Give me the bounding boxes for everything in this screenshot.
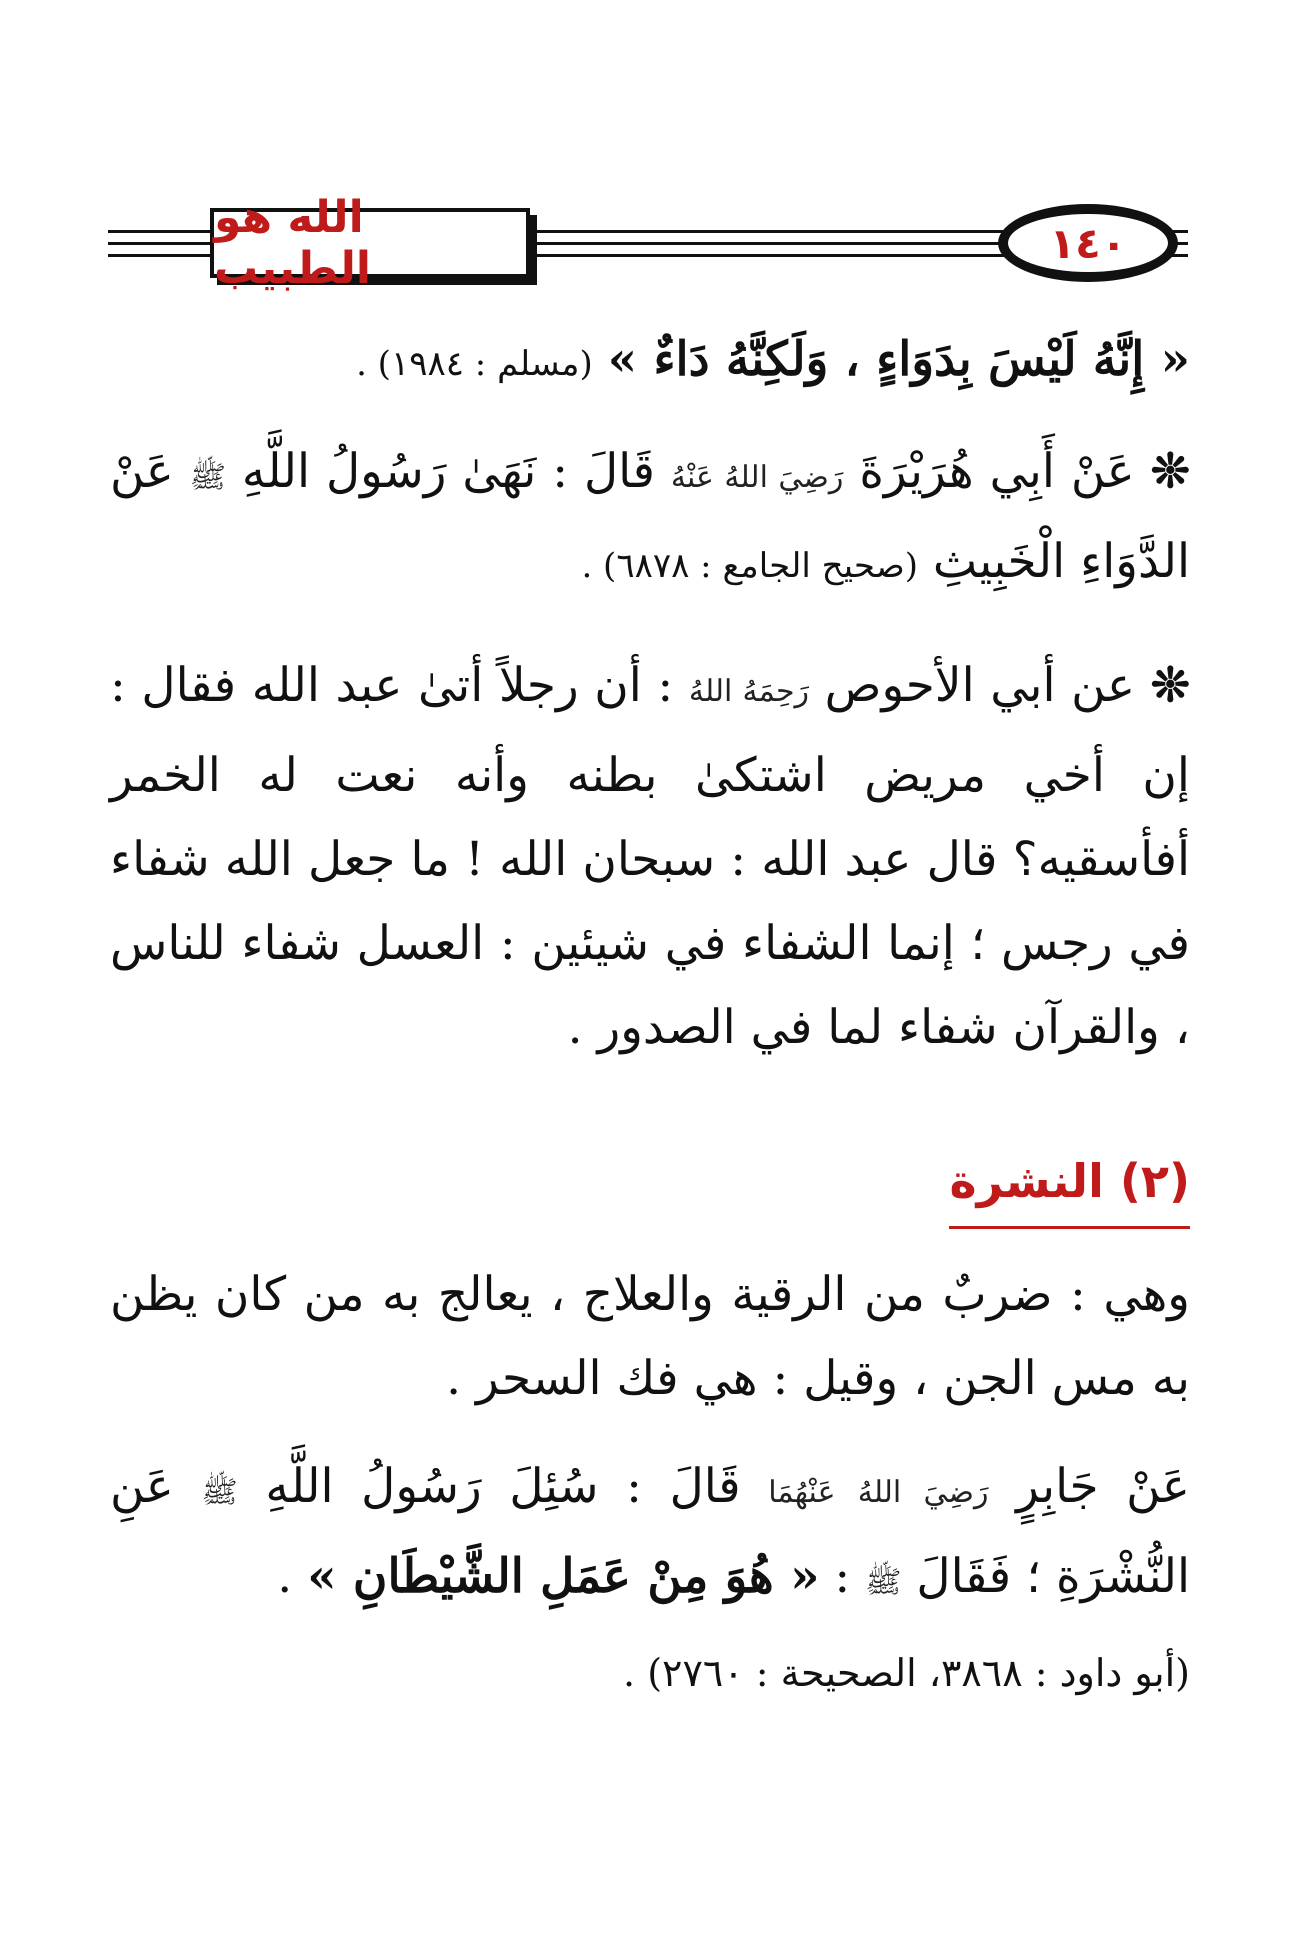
honorific: رَضِيَ اللهُ عَنْهُمَا — [768, 1475, 989, 1510]
honorific: ﷺ — [189, 460, 226, 495]
section-heading — [110, 1140, 1190, 1229]
citation: (أبو داود : ٣٨٦٨، الصحيحة : ٢٧٦٠) . — [623, 1651, 1190, 1695]
paragraph-definition — [110, 1253, 1190, 1421]
page-number: ١٤٠ — [1049, 218, 1127, 268]
honorific: ﷺ — [865, 1565, 902, 1600]
narration-text: . — [277, 1549, 293, 1604]
reference-line — [110, 1643, 1190, 1703]
paragraph-star-icon: ❊ — [1150, 658, 1190, 713]
citation: (صحيح الجامع : ٦٨٧٨) . — [581, 546, 918, 586]
paragraph-hadith-1 — [110, 318, 1190, 406]
narration-text: قَالَ : نَهَىٰ رَسُولُ اللَّهِ — [241, 444, 655, 499]
page-header — [108, 188, 1188, 298]
chapter-title-box — [210, 192, 530, 294]
narration-text: عن أبي الأحوص — [824, 658, 1135, 713]
paragraph-star-icon: ❊ — [1150, 444, 1190, 499]
definition-text: وهي : ضربٌ من الرقية والعلاج ، يعالج به من كان يظن به مس الجن ، وقيل : هي فك السحر . — [110, 1267, 1190, 1406]
citation: (مسلم : ١٩٨٤) . — [356, 344, 593, 384]
narration-text: عَنِ النُّشْرَةِ ؛ فَقَالَ — [110, 1459, 1190, 1604]
narration-text: عَنْ أَبِي هُرَيْرَةَ — [859, 444, 1135, 499]
page-body — [110, 318, 1190, 1703]
honorific: رَحِمَهُ اللهُ — [688, 674, 810, 709]
page-number-badge — [998, 204, 1178, 282]
narration-text: : أن رجلاً أتىٰ عبد الله فقال : إن أخي مريض اشتكىٰ بطنه وأنه نعت له الخمر أفأسقيه؟ قال عبد الله : سبحان الله ! ما جعل الله شفاء في رجس ؛ إنما الشفاء في شيئين : العسل شفاء للناس ، والقرآن شفاء لما في الصدور . — [110, 658, 1190, 1055]
hadith-quote: « هُوَ مِنْ عَمَلِ الشَّيْطَانِ » — [307, 1549, 820, 1604]
paragraph-narration-3 — [110, 644, 1190, 1070]
hadith-quote: « إِنَّهُ لَيْسَ بِدَوَاءٍ ، وَلَكِنَّهُ دَاءٌ » — [607, 332, 1190, 387]
honorific: رَضِيَ اللهُ عَنْهُ — [670, 460, 844, 495]
paragraph-hadith-5 — [110, 1445, 1190, 1625]
chapter-title: الله هو الطبيب — [214, 192, 371, 294]
narration-text: عَنْ جَابِرٍ — [1016, 1459, 1190, 1514]
paragraph-hadith-2 — [110, 430, 1190, 608]
honorific: ﷺ — [201, 1475, 238, 1510]
narration-text: : — [834, 1549, 851, 1604]
section-title: (٢) النشرة — [949, 1146, 1190, 1229]
narration-text: عَنْ الدَّوَاءِ الْخَبِيثِ — [110, 444, 1190, 589]
narration-text: قَالَ : سُئِلَ رَسُولُ اللَّهِ — [265, 1459, 741, 1514]
